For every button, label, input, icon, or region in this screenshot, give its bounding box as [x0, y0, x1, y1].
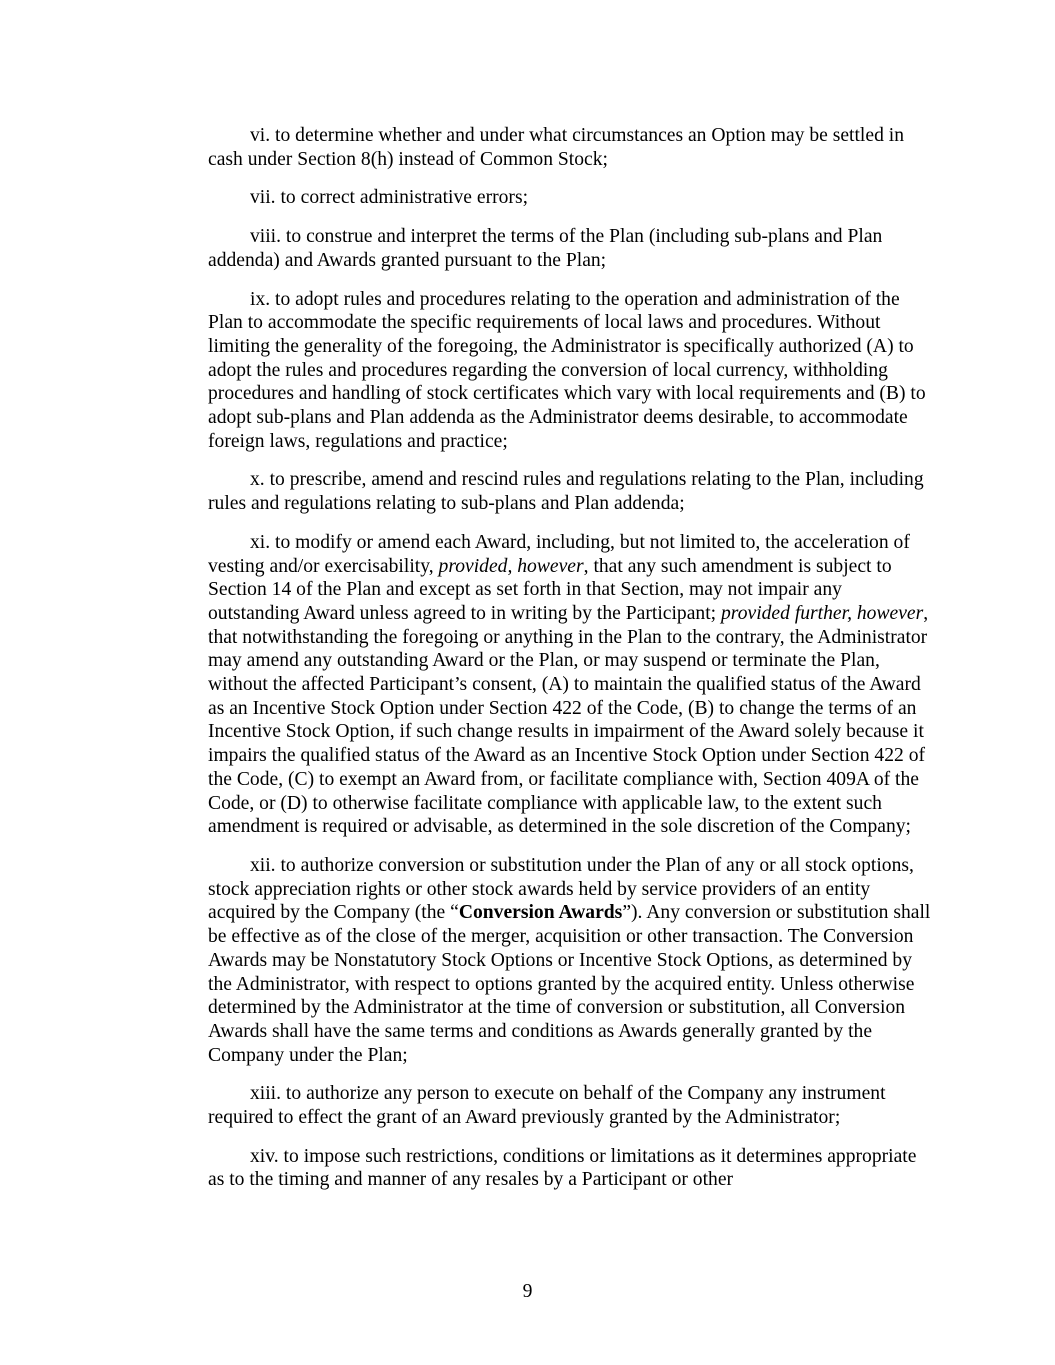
paragraph-vii: vii. to correct administrative errors;	[250, 187, 529, 209]
paragraph-xi-italic-1: provided, however	[438, 555, 584, 577]
paragraph-xi-text-1: xi. to modify or amend each Award, including, but not limited to, the acceleration of vesting and/or exercisability,	[208, 531, 910, 577]
paragraph-xii-text-1: xii. to authorize conversion or substitution under the Plan of any or all stock options, stock appreciation rights or other stock awards held by service providers of an entity acquired by the Company (the “	[208, 854, 914, 924]
paragraph-viii: viii. to construe and interpret the terms of the Plan (including sub-plans and Plan addenda) and Awards granted pursuant to the Plan;	[208, 226, 883, 271]
paragraph-xi-text-3: , that notwithstanding the foregoing or anything in the Plan to the contrary, the Administrator may amend any outstanding Award or the Plan, or may suspend or terminate the Plan, without the affected Participant’s consent, (A) to maintain the qualified status of the Award as an Incentive Stock Option under Section 422 of the Code, (B) to change the terms of an Incentive Stock Option, if such change results in impairment of the Award solely because it impairs the qualified status of the Award as an Incentive Stock Option under Section 422 of the Code, (C) to exempt an Award from, or facilitate compliance with, Section 409A of the Code, or (D) to otherwise facilitate compliance with applicable law, to the extent such amendment is required or advisable, as determined in the sole discretion of the Company;	[208, 602, 929, 838]
paragraph-xi-text-2: , that any such amendment is subject to Section 14 of the Plan and except as set forth in that Section, may not impair any outstanding Award unless agreed to in writing by the Participant;	[208, 555, 892, 624]
paragraph-ix: ix. to adopt rules and procedures relating to the operation and administration of the Plan to accommodate the specific requirements of local laws and procedures. Without limiting the generality of the foregoing, the Administrator is specifically authorized (A) to adopt the rules and procedures regarding the conversion of local currency, withholding procedures and handling of stock certificates which vary with local requirements and (B) to adopt sub-plans and Plan addenda as the Administrator deems desirable, to accommodate foreign laws, regulations and practice;	[208, 288, 926, 452]
paragraph-xi	[208, 531, 932, 839]
paragraph-xii	[208, 854, 932, 1067]
paragraph-xii-text-2: ”). Any conversion or substitution shall be effective as of the close of the merger, acquisition or other transaction. The Conversion Awards may be Nonstatutory Stock Options or Incentive Stock Options, as determined by the Administrator, with respect to options granted by the acquired entity. Unless otherwise determined by the Administrator at the time of conversion or substitution, all Conversion Awards shall have the same terms and conditions as Awards generally granted by the Company under the Plan;	[208, 902, 931, 1066]
paragraph-xiv: xiv. to impose such restrictions, conditions or limitations as it determines appropriate as to the timing and manner of any resales by a Participant or other	[208, 1145, 917, 1191]
paragraph-vi: vi. to determine whether and under what circumstances an Option may be settled in cash under Section 8(h) instead of Common Stock;	[208, 125, 905, 170]
paragraph-x: x. to prescribe, amend and rescind rules and regulations relating to the Plan, including rules and regulations relating to sub-plans and Plan addenda;	[208, 469, 924, 515]
paragraph-xiii: xiii. to authorize any person to execute on behalf of the Company any instrument required to effect the grant of an Award previously granted by the Administrator;	[208, 1083, 886, 1129]
paragraph-xi-italic-2: provided further, however	[721, 602, 924, 624]
document-body	[208, 124, 932, 1207]
page-number: 9	[522, 1281, 533, 1302]
paragraph-xii-defined-term: Conversion Awards	[458, 902, 623, 924]
